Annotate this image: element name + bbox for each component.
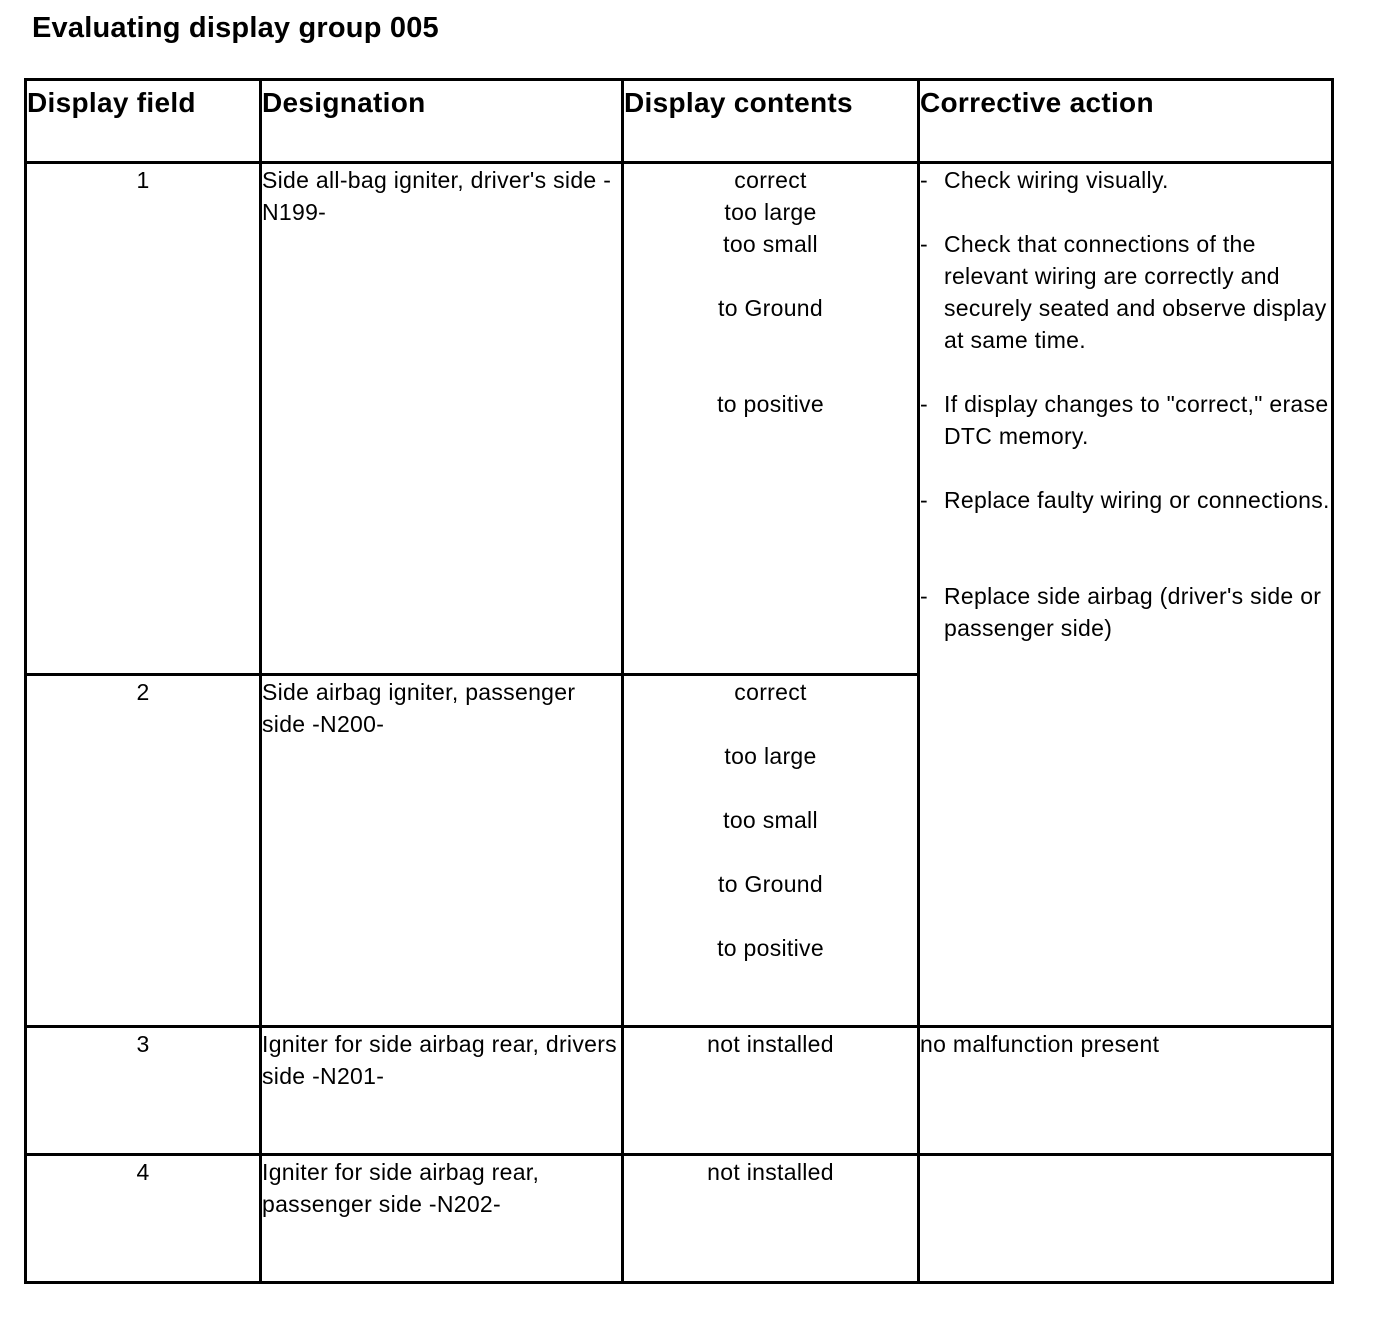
content-item: too small [723, 807, 818, 833]
content-item: too small [723, 231, 818, 257]
display-field-cell: 2 [26, 675, 261, 1027]
content-item: correct [734, 679, 807, 705]
page-title: Evaluating display group 005 [32, 12, 439, 44]
action-item [920, 388, 1331, 452]
action-item [920, 164, 1331, 196]
header-display-contents: Display contents [623, 80, 919, 163]
designation-cell: Side all-bag igniter, driver's side -N199- [261, 163, 623, 675]
content-item: too large [724, 199, 817, 225]
designation-cell: Igniter for side airbag rear, passenger side -N202- [261, 1155, 623, 1283]
action-text: Replace side airbag (driver's side or passenger side) [944, 583, 1322, 641]
display-contents-cell [623, 675, 919, 1027]
display-contents-cell [623, 163, 919, 675]
display-field-cell: 3 [26, 1027, 261, 1155]
display-field-cell: 4 [26, 1155, 261, 1283]
content-item: to positive [717, 935, 824, 961]
action-text: Check that connections of the relevant wiring are correctly and securely seated and observe display at same time. [944, 231, 1327, 353]
content-item: to Ground [718, 871, 823, 897]
content-item: not installed [707, 1031, 834, 1057]
header-row [26, 80, 1333, 163]
corrective-action-cell [919, 1027, 1333, 1155]
display-contents-cell [623, 1155, 919, 1283]
display-contents-cell [623, 1027, 919, 1155]
content-item: not installed [707, 1159, 834, 1185]
action-text: Check wiring visually. [944, 167, 1169, 193]
dash-bullet: - [920, 487, 928, 513]
header-designation: Designation [261, 80, 623, 163]
designation-cell: Side airbag igniter, passenger side -N200- [261, 675, 623, 1027]
action-item [920, 228, 1331, 356]
content-item: correct [734, 167, 807, 193]
dash-bullet: - [920, 583, 928, 609]
action-text: no malfunction present [920, 1031, 1160, 1057]
table-row [26, 163, 1333, 675]
designation-cell: Igniter for side airbag rear, drivers side -N201- [261, 1027, 623, 1155]
content-item: too large [724, 743, 817, 769]
dash-bullet: - [920, 391, 928, 417]
action-text: If display changes to "correct," erase DTC memory. [944, 391, 1329, 449]
display-group-table [24, 78, 1334, 1284]
content-item: to Ground [718, 295, 823, 321]
dash-bullet: - [920, 231, 928, 257]
table-row [26, 1027, 1333, 1155]
corrective-action-cell [919, 163, 1333, 1027]
display-field-cell: 1 [26, 163, 261, 675]
dash-bullet: - [920, 167, 928, 193]
action-text: Replace faulty wiring or connections. [944, 487, 1330, 513]
header-display-field: Display field [26, 80, 261, 163]
header-corrective-action: Corrective action [919, 80, 1333, 163]
action-item [920, 484, 1331, 516]
action-item [920, 580, 1331, 644]
content-item: to positive [717, 391, 824, 417]
corrective-action-cell [919, 1155, 1333, 1283]
table-row [26, 1155, 1333, 1283]
